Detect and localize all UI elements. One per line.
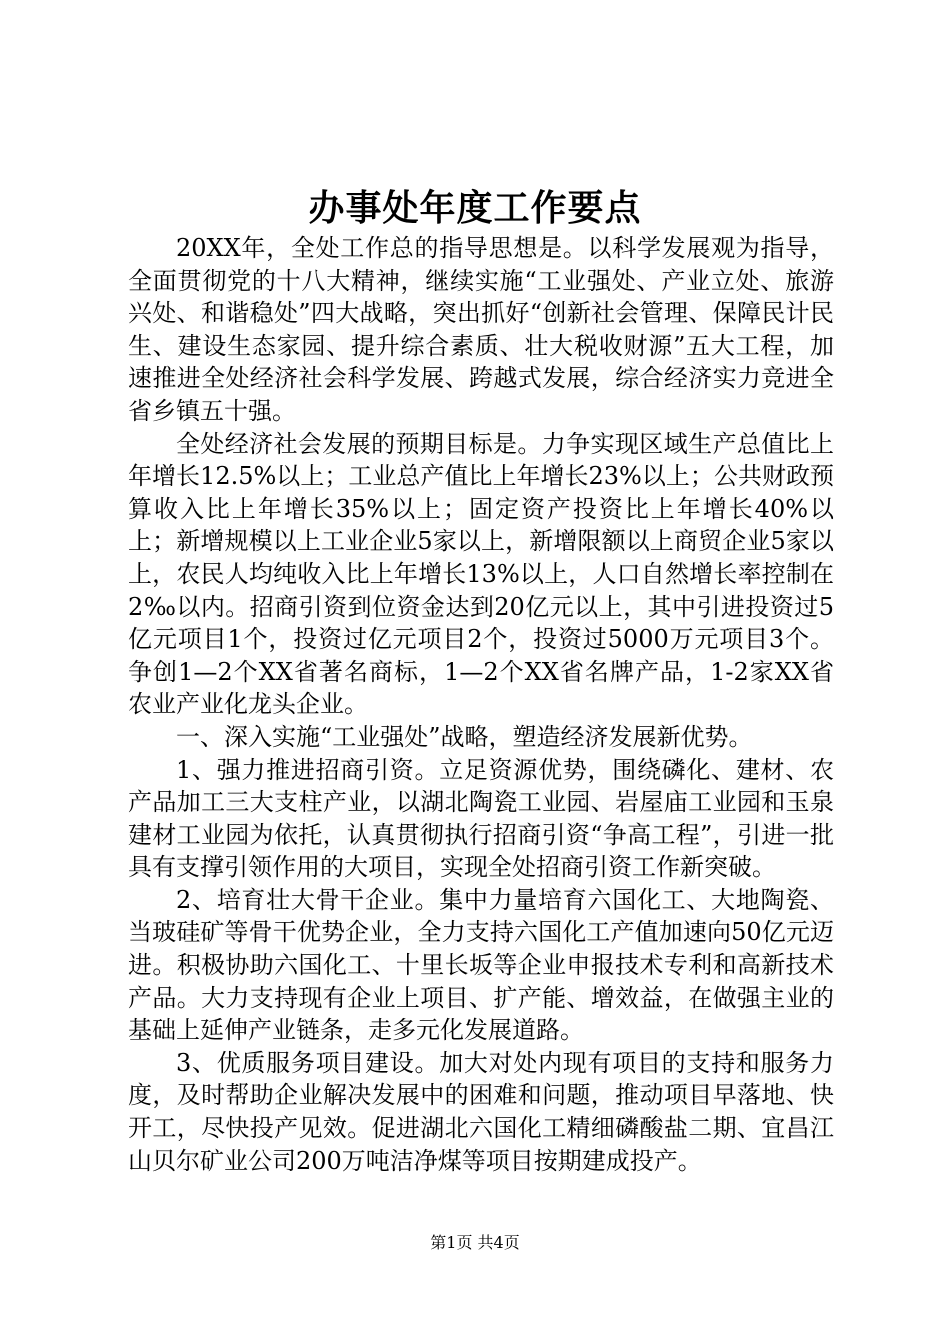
paragraph-investment-attraction: 1、强力推进招商引资。立足资源优势，围绕磷化、建材、农产品加工三大支柱产业，以湖北陶瓷工业园、岩屋庙工业园和玉泉建材工业园为依托，认真贯彻执行招商引资“争高工程”，引进一批具有支撑引领作用的大项目，实现全处招商引资工作新突破。 — [128, 755, 834, 882]
paragraph-backbone-enterprises: 2、培育壮大骨干企业。集中力量培育六国化工、大地陶瓷、当玻硅矿等骨干优势企业，全力支持六国化工产值加速向50亿元迈进。积极协助六国化工、十里长坂等企业申报技术专利和高新技术产品。大力支持现有企业上项目、扩产能、增效益，在做强主业的基础上延伸产业链条，走多元化发展道路。 — [128, 885, 834, 1045]
paragraph-expected-targets: 全处经济社会发展的预期目标是。力争实现区域生产总值比上年增长12.5%以上；工业总产值比上年增长23%以上；公共财政预算收入比上年增长35%以上；固定资产投资比上年增长40%以上；新增规模以上工业企业5家以上，新增限额以上商贸企业5家以上，农民人均纯收入比上年增长13%以上，人口自然增长率控制在2‰以内。招商引资到位资金达到20亿元以上，其中引进投资过5亿元项目1个，投资过亿元项目2个，投资过5000万元项目3个。争创1—2个XX省著名商标，1—2个XX省名牌产品，1-2家XX省农业产业化龙头企业。 — [128, 429, 834, 719]
document-title: 办事处年度工作要点 — [308, 187, 642, 229]
paragraph-guiding-thought: 20XX年，全处工作总的指导思想是。以科学发展观为指导，全面贯彻党的十八大精神，继续实施“工业强处、产业立处、旅游兴处、和谐稳处”四大战略，突出抓好“创新社会管理、保障民计民生、建设生态家园、提升综合素质、壮大税收财源”五大工程，加速推进全处经济社会科学发展、跨越式发展，综合经济实力竞进全省乡镇五十强。 — [128, 234, 834, 425]
page-indicator: 第1页 共4页 — [430, 1233, 520, 1252]
document-body — [128, 232, 834, 1177]
paragraph-project-services: 3、优质服务项目建设。加大对处内现有项目的支持和服务力度，及时帮助企业解决发展中的困难和问题，推动项目早落地、快开工，尽快投产见效。促进湖北六国化工精细磷酸盐二期、宜昌江山贝尔矿业公司200万吨洁净煤等项目按期建成投产。 — [128, 1048, 834, 1175]
section-heading-industry-strategy: 一、深入实施“工业强处”战略，塑造经济发展新优势。 — [176, 722, 753, 751]
